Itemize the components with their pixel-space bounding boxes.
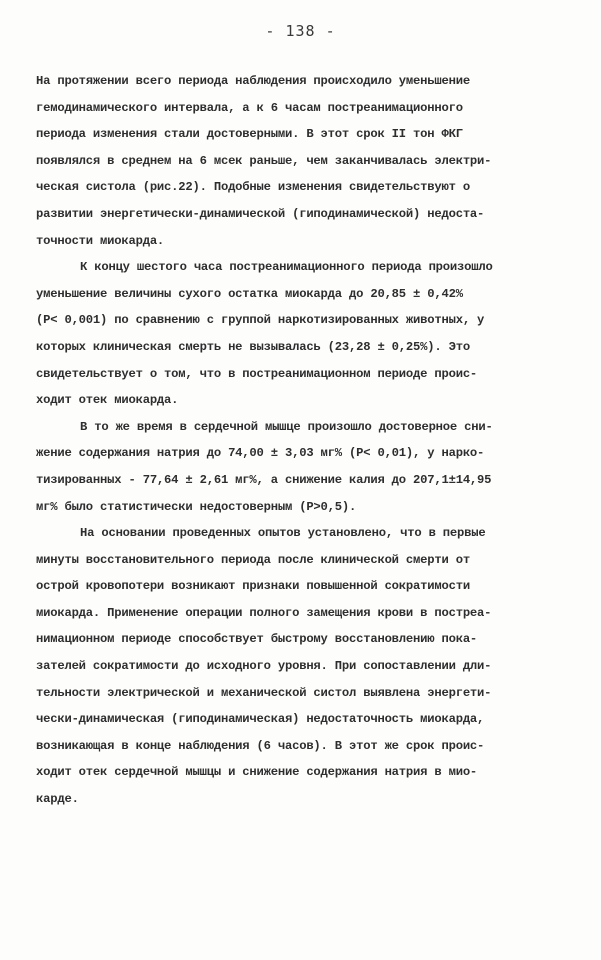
paragraph-first-line: К концу шестого часа постреанимационного периода произошло bbox=[80, 260, 493, 275]
text-line: жение содержания натрия до 74,00 ± 3,03 мг% (Р< 0,01), у нарко- bbox=[36, 446, 485, 461]
text-line: которых клиническая смерть не вызывалась (23,28 ± 0,25%). Это bbox=[36, 339, 470, 354]
text-line: минуты восстановительного периода после клинической смерти от bbox=[36, 552, 470, 567]
paragraph-first-line: В то же время в сердечной мышце произошло достоверное сни- bbox=[80, 419, 493, 434]
text-line: развитии энергетически-динамической (гиподинамической) недоста- bbox=[36, 206, 485, 221]
text-line: зателей сократимости до исходного уровня. При сопоставлении дли- bbox=[36, 659, 492, 674]
text-line: появлялся в среднем на 6 мсек раньше, чем заканчивалась электри- bbox=[36, 153, 492, 168]
text-line: гемодинамического интервала, а к 6 часам постреанимационного bbox=[36, 100, 463, 115]
text-line: ходит отек миокарда. bbox=[36, 393, 179, 408]
text-line: точности миокарда. bbox=[36, 233, 165, 248]
text-line: На протяжении всего периода наблюдения происходило уменьшение bbox=[36, 74, 470, 88]
text-line: чески-динамическая (гиподинамическая) недостаточность миокарда, bbox=[36, 712, 485, 727]
text-line: мг% было статистически недостоверным (Р>0,5). bbox=[36, 499, 357, 514]
text-line: миокарда. Применение операции полного замещения крови в постреа- bbox=[36, 605, 492, 620]
text-line: тельности электрической и механической систол выявлена энергети- bbox=[36, 685, 492, 700]
text-line: карде. bbox=[36, 792, 79, 807]
text-line: нимационном периоде способствует быстрому восстановлению пока- bbox=[36, 632, 478, 647]
text-line: свидетельствует о том, что в постреанимационном периоде проис- bbox=[36, 366, 478, 381]
text-line: острой кровопотери возникают признаки повышенной сократимости bbox=[36, 579, 470, 594]
text-line: периода изменения стали достоверными. В этот срок II тон ФКГ bbox=[36, 127, 463, 142]
text-line: возникающая в конце наблюдения (6 часов). В этот же срок проис- bbox=[36, 738, 485, 753]
text-line: (Р< 0,001) по сравнению с группой наркотизированных животных, у bbox=[36, 313, 485, 328]
paragraph-first-line: На основании проведенных опытов установлено, что в первые bbox=[80, 526, 486, 541]
text-line: ходит отек сердечной мышцы и снижение содержания натрия в мио- bbox=[36, 765, 478, 780]
text-line: уменьшение величины сухого остатка миокарда до 20,85 ± 0,42% bbox=[36, 286, 463, 301]
text-line: ческая систола (рис.22). Подобные изменения свидетельствуют о bbox=[36, 180, 470, 195]
page-number: - 138 - bbox=[265, 22, 336, 40]
body-text bbox=[36, 68, 570, 813]
text-line: тизированных - 77,64 ± 2,61 мг%, а снижение калия до 207,1±14,95 bbox=[36, 472, 492, 487]
